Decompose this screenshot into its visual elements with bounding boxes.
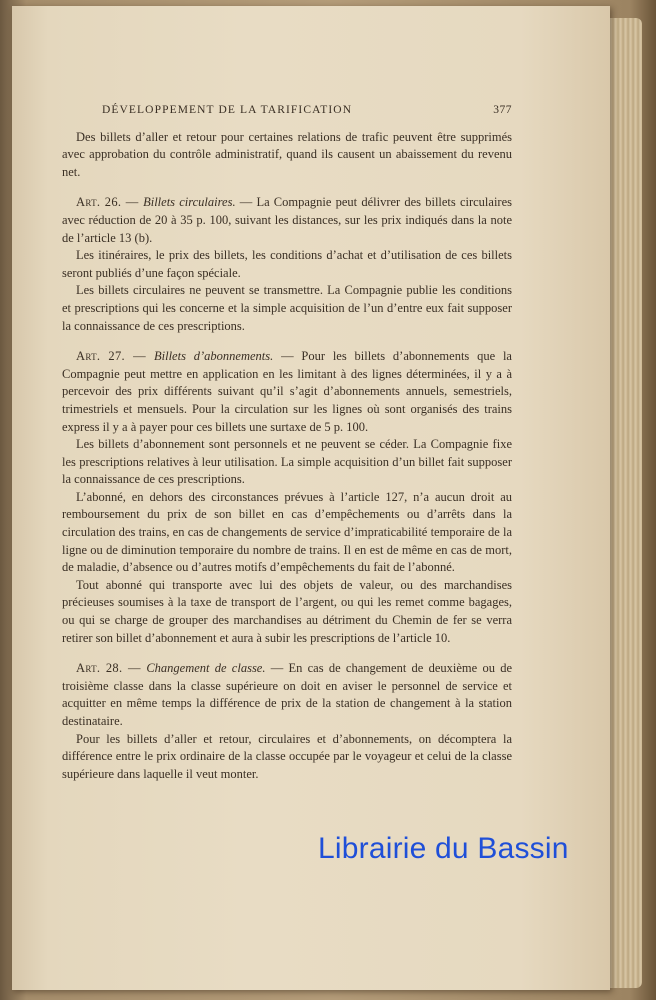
article-number: Art. 26. — [76, 195, 144, 210]
paragraph: Tout abonné qui transporte avec lui des objets de valeur, ou des marchandises précieuses soumises à la taxe de transport de l’argent, ou qui les remet comme bagages, ou qui se charge de grouper des marchandises au détriment du Chemin de fer se verra retirer son billet d’abonnement et aura à subir les prescriptions de l’article 10. [62, 577, 512, 645]
article-27: Art. 27. — Billets d’abonnements. — Pour les billets d’abonnements que la Compagnie peut mettre en application en les limitant à des lignes déterminées, il y a à percevoir des prix différents suivant qu’il s’agit d’abonnements annuels, semestriels, trimestriels et mensuels. Pour la circulation sur les lignes où sont organisés des trains express il y a à payer pour ces billets une surtaxe de 5 p. 100. [62, 349, 512, 434]
article-26: Art. 26. — Billets circulaires. — La Compagnie peut délivrer des billets circulaires avec réduction de 20 à 35 p. 100, suivant les distances, sur les prix indiqués dans la note de l’article 13 (b). [62, 195, 513, 245]
article-number: Art. 28. — [76, 661, 147, 676]
article-28: Art. 28. — Changement de classe. — En cas de changement de deuxième ou de troisième classe dans la classe supérieure on doit en aviser le personnel de service et acquitter en même temps la différence de prix de la station de changement à la station destinataire. [62, 661, 513, 728]
paragraph: Pour les billets d’aller et retour, circulaires et d’abonnements, on décomptera la différence entre le prix ordinaire de la classe occupée par le voyageur et celui de la classe supérieure dans laquelle il veut monter. [62, 731, 512, 781]
article-title: Changement de classe. [146, 661, 266, 676]
watermark: Librairie du Bassin [318, 832, 569, 865]
paragraph: Les billets d’abonnement sont personnels et ne peuvent se céder. La Compagnie fixe les prescriptions relatives à leur utilisation. La simple acquisition d’un billet fait supposer la connaissance de ces prescriptions. [62, 437, 512, 487]
paragraph-intro: Des billets d’aller et retour pour certaines relations de trafic peuvent être supprimés avec approbation du contrôle administratif, quand ils causent un abaissement du revenu net. [62, 129, 512, 179]
paragraph: L’abonné, en dehors des circonstances prévues à l’article 127, n’a aucun droit au remboursement du prix de son billet en cas d’empêchements ou d’arrêts dans la circulation des trains, en cas de changements de service d’impraticabilité temporaire de la ligne ou de diminution temporaire du nombre de trains. Il en est de même en cas de mort, de maladie, d’absence ou d’autres motifs d’empêchements du fait de l’abonné. [62, 489, 512, 575]
article-title: Billets circulaires. [143, 195, 236, 210]
running-header [62, 102, 512, 120]
article-title: Billets d’abonnements. [154, 349, 274, 364]
article-number: Art. 27. — [76, 349, 154, 364]
running-title: DÉVELOPPEMENT DE LA TARIFICATION [102, 104, 353, 116]
paragraph: Les billets circulaires ne peuvent se transmettre. La Compagnie publie les conditions et prescriptions qui les concerne et la simple acquisition de l’un d’entre eux fait supposer la connaissance de ces prescriptions. [62, 283, 512, 333]
paragraph: Les itinéraires, le prix des billets, les conditions d’achat et d’utilisation de ces billets seront publiés d’une façon spéciale. [62, 248, 512, 280]
page-content [62, 102, 512, 783]
page-number: 377 [493, 104, 512, 116]
